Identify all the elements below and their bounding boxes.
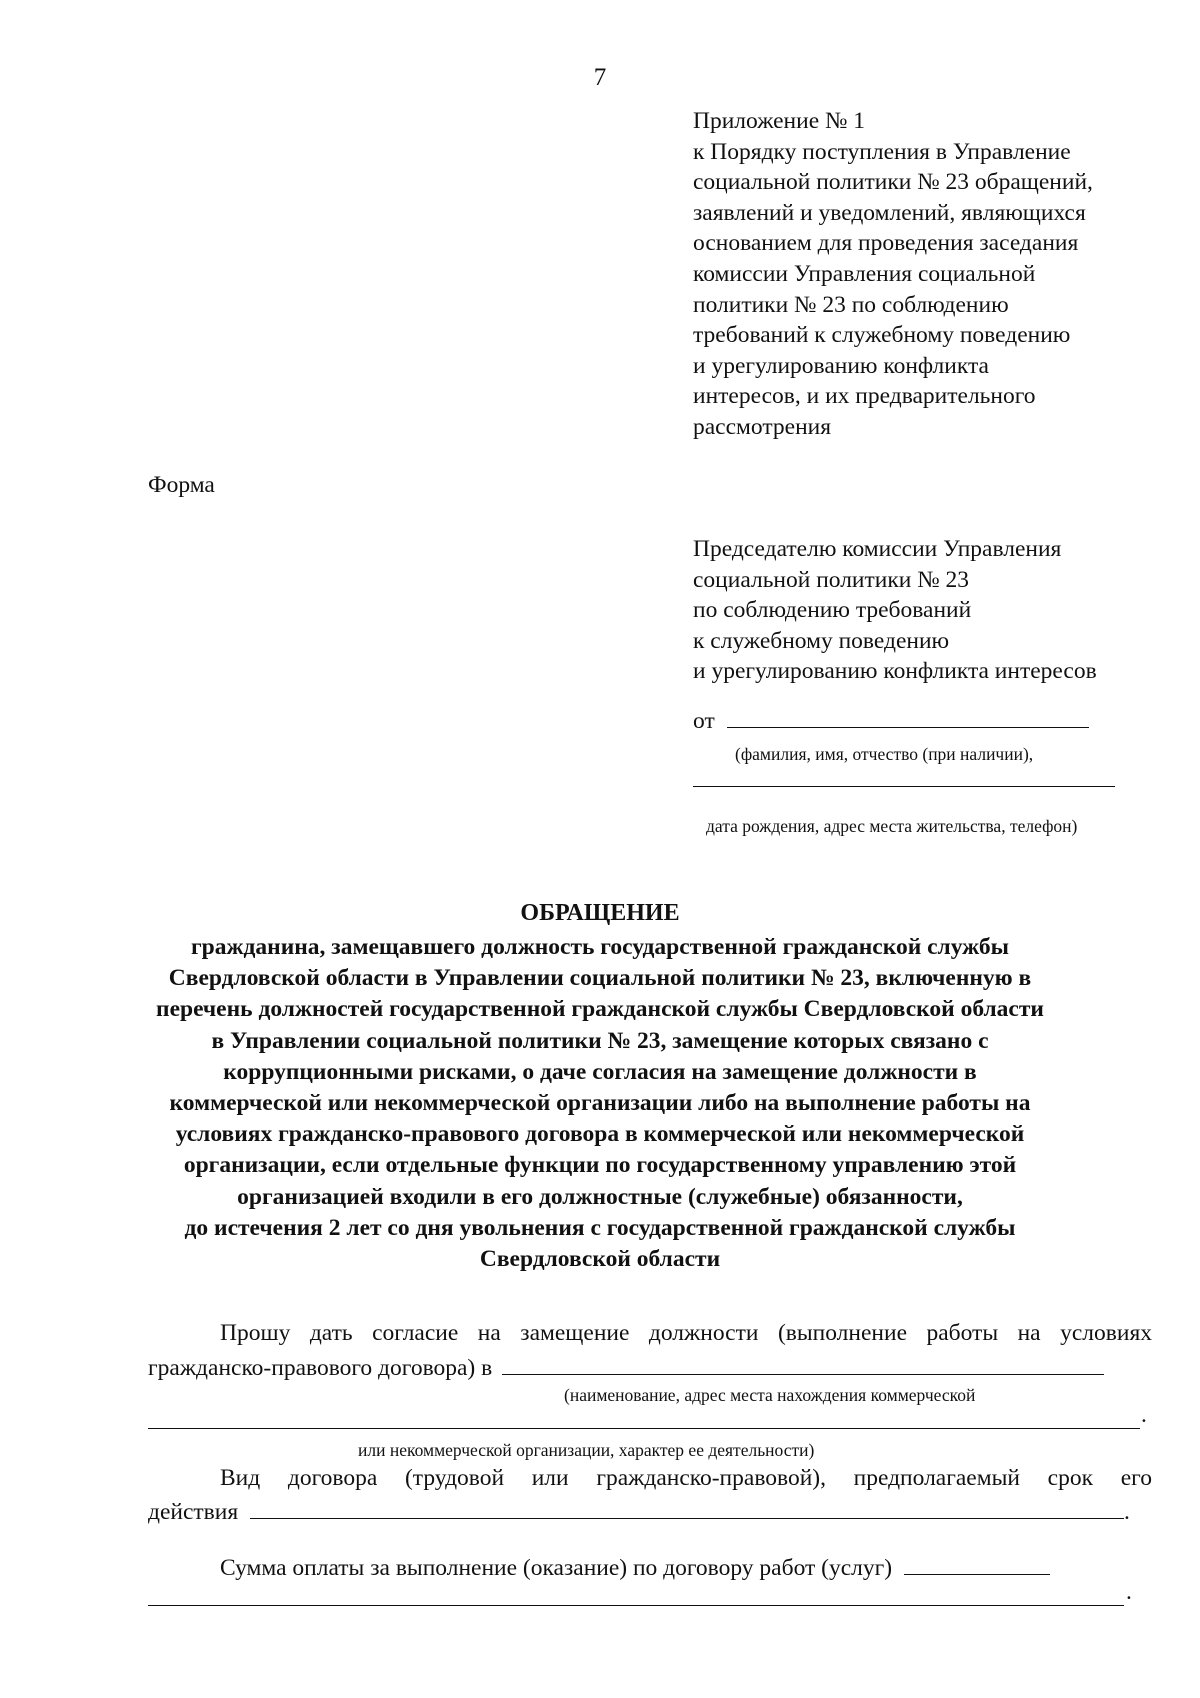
appendix-line: и урегулированию конфликта: [693, 352, 989, 379]
word: гражданско-правовой),: [596, 1465, 826, 1491]
contract-term-field[interactable]: [250, 1517, 1124, 1519]
subtitle-line: условиях гражданско-правового договора в коммерческой или некоммерческой: [175, 1121, 1025, 1148]
appendix-reference: [693, 106, 1173, 443]
appendix-line: Приложение № 1: [693, 108, 866, 134]
document-title: ОБРАЩЕНИЕ: [520, 900, 680, 926]
contract-term-text: действия: [148, 1499, 239, 1525]
appendix-line: интересов, и их предварительного: [693, 383, 1036, 410]
subtitle-line: организации, если отдельные функции по государственному управлению этой: [183, 1152, 1017, 1179]
subtitle-line: Свердловской области в Управлении социальной политики № 23, включенную в: [168, 965, 1032, 992]
document-subtitle: [120, 932, 1080, 1275]
addressee-line: социальной политики № 23: [693, 566, 970, 593]
appendix-line: основанием для проведения заседания: [693, 230, 1079, 257]
appendix-line: к Порядку поступления в Управление: [693, 138, 1071, 165]
word: Прошу: [220, 1320, 291, 1346]
page-number: 7: [593, 64, 607, 91]
field-period: .: [1124, 1499, 1130, 1525]
appendix-line: комиссии Управления социальной: [693, 260, 1036, 287]
organization-hint-continued: или некоммерческой организации, характер ее деятельности): [358, 1440, 815, 1460]
word: срок: [1047, 1465, 1094, 1491]
subtitle-line: перечень должностей государственной гражданской службы Свердловской области: [156, 996, 1044, 1023]
applicant-details-field[interactable]: [693, 786, 1115, 787]
word: его: [1120, 1465, 1152, 1491]
applicant-name-hint: (фамилия, имя, отчество (при наличии),: [735, 744, 1034, 764]
request-paragraph-line1: [220, 1320, 1152, 1347]
subtitle-line: до истечения 2 лет со дня увольнения с государственной гражданской службы: [184, 1214, 1016, 1241]
word: должности: [648, 1320, 759, 1346]
addressee-line: и урегулированию конфликта интересов: [693, 658, 1097, 685]
subtitle-line: организацией входили в его должностные (служебные) обязанности,: [237, 1183, 963, 1210]
word: договора: [287, 1465, 378, 1491]
from-label: от: [693, 708, 715, 734]
word: на: [477, 1320, 501, 1346]
organization-field[interactable]: [502, 1373, 1104, 1375]
word: (выполнение: [777, 1320, 907, 1346]
word: замещение: [520, 1320, 630, 1346]
word: согласие: [372, 1320, 459, 1346]
contract-paragraph-line1: [220, 1465, 1152, 1492]
subtitle-line: Свердловской области: [479, 1246, 721, 1273]
addressee-block: [693, 534, 1097, 687]
contract-paragraph-line2: [148, 1499, 1130, 1526]
payment-amount-field-continued[interactable]: [148, 1605, 1124, 1606]
word: Вид: [220, 1465, 261, 1491]
word: условиях: [1060, 1320, 1152, 1346]
subtitle-line: гражданина, замещавшего должность государственной гражданской службы: [191, 934, 1009, 960]
word: предполагаемый: [853, 1465, 1020, 1491]
payment-amount-field[interactable]: [904, 1573, 1050, 1575]
field-period: .: [1141, 1402, 1147, 1428]
subtitle-line: в Управлении социальной политики № 23, замещение которых связано с: [211, 1027, 989, 1054]
word: (трудовой: [404, 1465, 505, 1491]
from-row: [693, 708, 1089, 735]
applicant-details-hint: дата рождения, адрес места жительства, телефон): [706, 816, 1078, 836]
addressee-line: к служебному поведению: [693, 627, 950, 654]
request-text: гражданско-правового договора) в: [148, 1355, 493, 1381]
subtitle-line: коммерческой или некоммерческой организации либо на выполнение работы на: [169, 1090, 1031, 1117]
request-paragraph-line2: [148, 1355, 1104, 1382]
payment-paragraph-line1: [220, 1555, 1050, 1582]
addressee-line: по соблюдению требований: [693, 597, 972, 624]
organization-field-continued[interactable]: [148, 1428, 1140, 1429]
form-label: Форма: [148, 472, 215, 498]
word: дать: [309, 1320, 353, 1346]
payment-text: Сумма оплаты за выполнение (оказание) по договору работ (услуг): [220, 1555, 893, 1581]
applicant-name-field[interactable]: [727, 726, 1089, 728]
organization-hint: (наименование, адрес места нахождения коммерческой: [564, 1385, 976, 1405]
appendix-line: рассмотрения: [693, 413, 832, 440]
appendix-line: заявлений и уведомлений, являющихся: [693, 199, 1086, 226]
word: на: [1017, 1320, 1041, 1346]
appendix-line: социальной политики № 23 обращений,: [693, 169, 1093, 196]
field-period: .: [1126, 1579, 1132, 1605]
addressee-line: Председателю комиссии Управления: [693, 536, 1062, 562]
word: работы: [926, 1320, 999, 1346]
word: или: [531, 1465, 569, 1491]
subtitle-line: коррупционными рисками, о даче согласия на замещение должности в: [223, 1058, 977, 1085]
appendix-line: требований к служебному поведению: [693, 322, 1071, 349]
appendix-line: политики № 23 по соблюдению: [693, 291, 1009, 318]
